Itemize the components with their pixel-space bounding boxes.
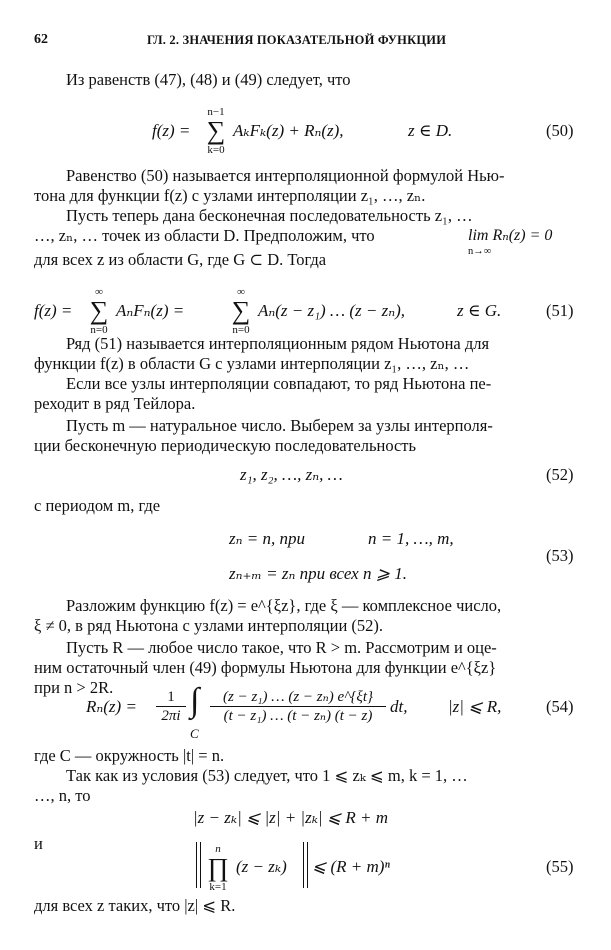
eq50-condition: z ∈ D. bbox=[408, 121, 453, 140]
eq54-coef-num: 1 bbox=[167, 689, 175, 705]
paragraph-final: для всех z таких, что |z| ⩽ R. bbox=[34, 896, 236, 915]
eq51-lhs: f(z) = bbox=[34, 301, 73, 320]
eq55-number: (55) bbox=[546, 857, 574, 876]
sum-symbol-icon: ∑ bbox=[206, 116, 226, 145]
eq53-number: (53) bbox=[546, 546, 574, 565]
paragraph-periodic-l2: ции бесконечную периодическую последовательность bbox=[34, 436, 417, 455]
eq51-sum1 bbox=[86, 286, 112, 336]
abs-bar-left-inner bbox=[200, 842, 201, 888]
paragraph-sequence-l3: для всех z из области G, где G ⊂ D. Тогда bbox=[34, 250, 327, 269]
eq55-body: (z − zₖ) bbox=[236, 857, 287, 876]
paragraph-estimate-l3: при n > 2R. bbox=[34, 678, 114, 697]
eq50-sum bbox=[203, 106, 229, 156]
eq50-number: (50) bbox=[546, 121, 574, 140]
sum-symbol-icon: ∑ bbox=[89, 296, 109, 325]
paragraph-period: с периодом m, где bbox=[34, 496, 161, 515]
eq51-sum2-top: ∞ bbox=[237, 286, 245, 298]
sum-symbol-icon: ∑ bbox=[231, 296, 251, 325]
eq53-line1: zₙ = n, при bbox=[229, 529, 305, 548]
product-symbol-icon: ∏ bbox=[207, 853, 229, 882]
abs-bar-right bbox=[307, 842, 308, 888]
eq51-sum1-bottom: n=0 bbox=[90, 324, 108, 336]
integral-icon: ∫ bbox=[190, 682, 200, 719]
paragraph-contour: где C — окружность |t| = n. bbox=[34, 746, 225, 765]
eq54-denominator: (t − z₁) … (t − zₙ) (t − z) bbox=[210, 706, 386, 725]
paragraph-intro: Из равенств (47), (48) и (49) следует, что bbox=[66, 70, 351, 89]
eq51-condition: z ∈ G. bbox=[457, 301, 502, 320]
eq55-prod-bottom: k=1 bbox=[209, 881, 227, 893]
eq55-product bbox=[205, 843, 231, 893]
running-title: ГЛ. 2. ЗНАЧЕНИЯ ПОКАЗАТЕЛЬНОЙ ФУНКЦИИ bbox=[147, 33, 447, 47]
eq54-coefficient bbox=[156, 688, 186, 725]
eq55-prod-top: n bbox=[215, 843, 221, 855]
eq54-dt: dt, bbox=[390, 697, 408, 716]
abs-bar-left bbox=[196, 842, 197, 888]
eq51-rhs: Aₙ(z − z₁) … (z − zₙ), bbox=[258, 301, 405, 320]
limit-subscript: n→∞ bbox=[468, 246, 492, 257]
paragraph-newton-series-l2: функции f(z) в области G с узлами интерполяции z₁, …, zₙ, … bbox=[34, 354, 470, 373]
eq54-coef-den: 2πi bbox=[156, 706, 186, 725]
eq54-fraction bbox=[210, 688, 386, 725]
eq51-sum2-bottom: n=0 bbox=[232, 324, 250, 336]
page-number: 62 bbox=[34, 32, 48, 47]
eq52-body: z₁, z₂, …, zₙ, … bbox=[240, 465, 343, 484]
eq53-line2: zₙ₊ₘ = zₙ при всех n ⩾ 1. bbox=[229, 564, 407, 583]
eq50-sum-top: n−1 bbox=[207, 106, 225, 118]
paragraph-taylor-l1: Если все узлы интерполяции совпадают, то ряд Ньютона пе- bbox=[66, 374, 492, 393]
paragraph-expand-l1: Разложим функцию f(z) = e^{ξz}, где ξ — комплексное число, bbox=[66, 596, 502, 615]
paragraph-expand-l2: ξ ≠ 0, в ряд Ньютона с узлами интерполяции (52). bbox=[34, 616, 384, 635]
paragraph-estimate-l1: Пусть R — любое число такое, что R > m. Рассмотрим и оце- bbox=[66, 638, 497, 657]
eq52-number: (52) bbox=[546, 465, 574, 484]
abs-bar-right-inner bbox=[303, 842, 304, 888]
eq54-condition: |z| ⩽ R, bbox=[448, 697, 502, 716]
paragraph-sequence-l2: …, zₙ, … точек из области D. Предположим, что bbox=[34, 226, 375, 245]
eq55-rhs: ⩽ (R + m)ⁿ bbox=[312, 857, 390, 876]
paragraph-condition-l2: …, n, то bbox=[34, 786, 91, 805]
eq51-sum1-top: ∞ bbox=[95, 286, 103, 298]
eq50-sum-bottom: k=0 bbox=[207, 144, 225, 156]
paragraph-newton-series-l1: Ряд (51) называется интерполяционным рядом Ньютона для bbox=[66, 334, 490, 353]
paragraph-taylor-l2: реходит в ряд Тейлора. bbox=[34, 394, 196, 413]
eq54-contour: C bbox=[190, 726, 199, 741]
limit-expression: lim Rₙ(z) = 0 bbox=[468, 227, 553, 244]
paragraph-newton-formula-l1: Равенство (50) называется интерполяционной формулой Нью- bbox=[66, 166, 505, 185]
paragraph-estimate-l2: ним остаточный член (49) формулы Ньютона для функции e^{ξz} bbox=[34, 658, 497, 677]
paragraph-periodic-l1: Пусть m — натуральное число. Выберем за узлы интерполя- bbox=[66, 416, 493, 435]
eq54-number: (54) bbox=[546, 697, 574, 716]
eq51-middle: AₙFₙ(z) = bbox=[116, 301, 185, 320]
eq51-number: (51) bbox=[546, 301, 574, 320]
inequality-triangle: |z − zₖ| ⩽ |z| + |zₖ| ⩽ R + m bbox=[193, 808, 388, 827]
eq50-lhs: f(z) = bbox=[152, 121, 191, 140]
paragraph-sequence-l1: Пусть теперь дана бесконечная последовательность z₁, … bbox=[66, 206, 473, 225]
paragraph-and: и bbox=[34, 834, 43, 853]
eq54-lhs: Rₙ(z) = bbox=[86, 697, 137, 716]
eq54-numerator: (z − z₁) … (z − zₙ) e^{ξt} bbox=[222, 689, 374, 705]
eq50-rhs: AₖFₖ(z) + Rₙ(z), bbox=[233, 121, 344, 140]
eq53-line1-range: n = 1, …, m, bbox=[368, 529, 454, 548]
paragraph-condition-l1: Так как из условия (53) следует, что 1 ⩽ zₖ ⩽ m, k = 1, … bbox=[66, 766, 468, 785]
paragraph-newton-formula-l2: тона для функции f(z) с узлами интерполяции z₁, …, zₙ. bbox=[34, 186, 426, 205]
eq51-sum2 bbox=[228, 286, 254, 336]
